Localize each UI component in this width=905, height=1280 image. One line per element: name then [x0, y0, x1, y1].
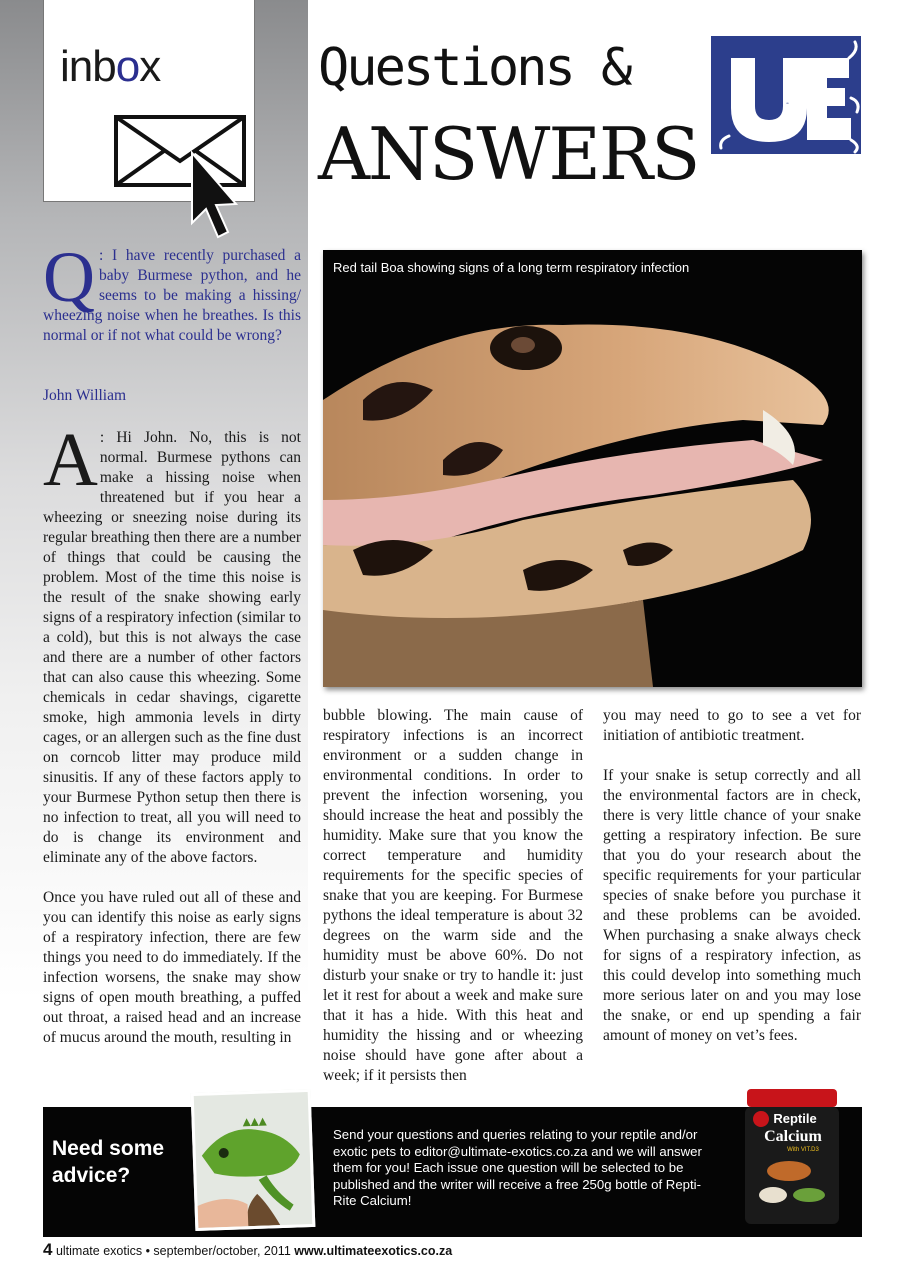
iguana-photo	[191, 1089, 316, 1231]
iguana-illustration	[194, 1092, 313, 1228]
inbox-header-box	[43, 0, 255, 202]
question-block	[43, 237, 301, 346]
answer-column-2	[323, 706, 583, 1086]
answer-dropcap: A	[43, 418, 98, 502]
question-dropcap: Q	[43, 237, 95, 317]
issue-info: ultimate exotics • september/october, 2011	[55, 1244, 291, 1258]
advice-text: Send your questions and queries relating to your reptile and/or exotic pets to editor@ultimate-exotics.co.za and we will answer them for you! Each issue one question will be selected to be published and the writer will receive a free 250g bottle of Repti-Rite Calcium!	[333, 1127, 702, 1208]
title-questions: Questions &	[318, 38, 630, 98]
ue-logo	[711, 36, 861, 154]
ue-logo-art	[711, 36, 861, 154]
answer-paragraph: A : Hi John. No, this is not normal. Burmese pythons can make a hissing noise when threatened but if you hear a wheezing or sneezing noise during its regular breathing then there are a number of things that could be causing the problem. Most of the time this noise is the result of the snake showing early signs of a respiratory infection (similar to a cold), but this is not always the case and there are a number of other factors that can also cause this wheezing. Some chemicals in cedar shavings, cigarette smoke, high ammonia levels in dirty cages, or an allergen such as the fine dust on corncob litter may produce mild sinusitis. If any of these factors apply to your Burmese Python setup then there is no infection to treat, all you will need to do is change its environment and eliminate any of the above factors.	[43, 418, 301, 866]
answer-column-1	[43, 418, 301, 1048]
calcium-jar-image	[743, 1089, 841, 1224]
photo-caption: Red tail Boa showing signs of a long term respiratory infection	[333, 260, 690, 275]
answer-paragraph: bubble blowing. The main cause of respiratory infections is an incorrect environment or a sudden change in environmental conditions. In order to prevent the infection worsening, you should increase the heat and possibly the humidity. Make sure that you know the correct temperature and humidity requirements for the specific species of snake that you are keeping. For Burmese pythons the ideal temperature is about 32 degrees on the warm side and the humidity must be above 60%. Do not disturb your snake or try to handle it: just let it rest for about a week and make sure that it has a hide. With this heat and humidity the hissing and or wheezing noise should have gone after about a week; if it persists then	[323, 707, 583, 1084]
svg-text:UE: UE	[786, 103, 789, 105]
snake-photo	[323, 250, 862, 687]
answer-column-3	[603, 706, 861, 1046]
svg-text:Reptile: Reptile	[773, 1111, 817, 1126]
boa-illustration	[323, 250, 862, 687]
answer-paragraph: If your snake is setup correctly and all the environmental factors are in check, there is very little chance of your snake getting a respiratory infection. Be sure that you do your research about the specific requirements for your particular species of snake before you purchase it and these problems can be avoided. When purchasing a snake always check for signs of a respiratory infection, as this could develop into something much more serious later on and you may lose the snake, or end up spending a fair amount of money on vet’s fees.	[603, 767, 861, 1044]
question-text: : I have recently purchased a baby Burmese python, and he seems to be making a hissing/ wheezing noise when he breathes. Is this normal or if not what could be wrong?	[43, 247, 301, 344]
answer-paragraph: Once you have ruled out all of these and you can identify this noise as early signs of a respiratory infection, there are few things you need to do immediately. If the infection worsens, the snake may show signs of open mouth breathing, a puffed out throat, a raised head and an increase of mucus around the mouth, resulting in	[43, 889, 301, 1046]
title-answers: ANSWERS	[318, 112, 699, 196]
advice-heading: Need some advice?	[52, 1137, 165, 1187]
envelope-icon	[114, 115, 249, 245]
svg-text:Calcium: Calcium	[764, 1128, 822, 1145]
page-number: 4	[43, 1240, 53, 1259]
answer-paragraph: you may need to go to see a vet for initiation of antibiotic treatment.	[603, 707, 861, 744]
svg-text:With VIT.D3: With VIT.D3	[787, 1147, 819, 1153]
website-link[interactable]: www.ultimateexotics.co.za	[294, 1244, 453, 1258]
advice-banner	[43, 1107, 862, 1237]
page-footer	[43, 1240, 452, 1260]
inbox-label: inbox	[60, 42, 161, 91]
question-author: John William	[43, 387, 127, 404]
